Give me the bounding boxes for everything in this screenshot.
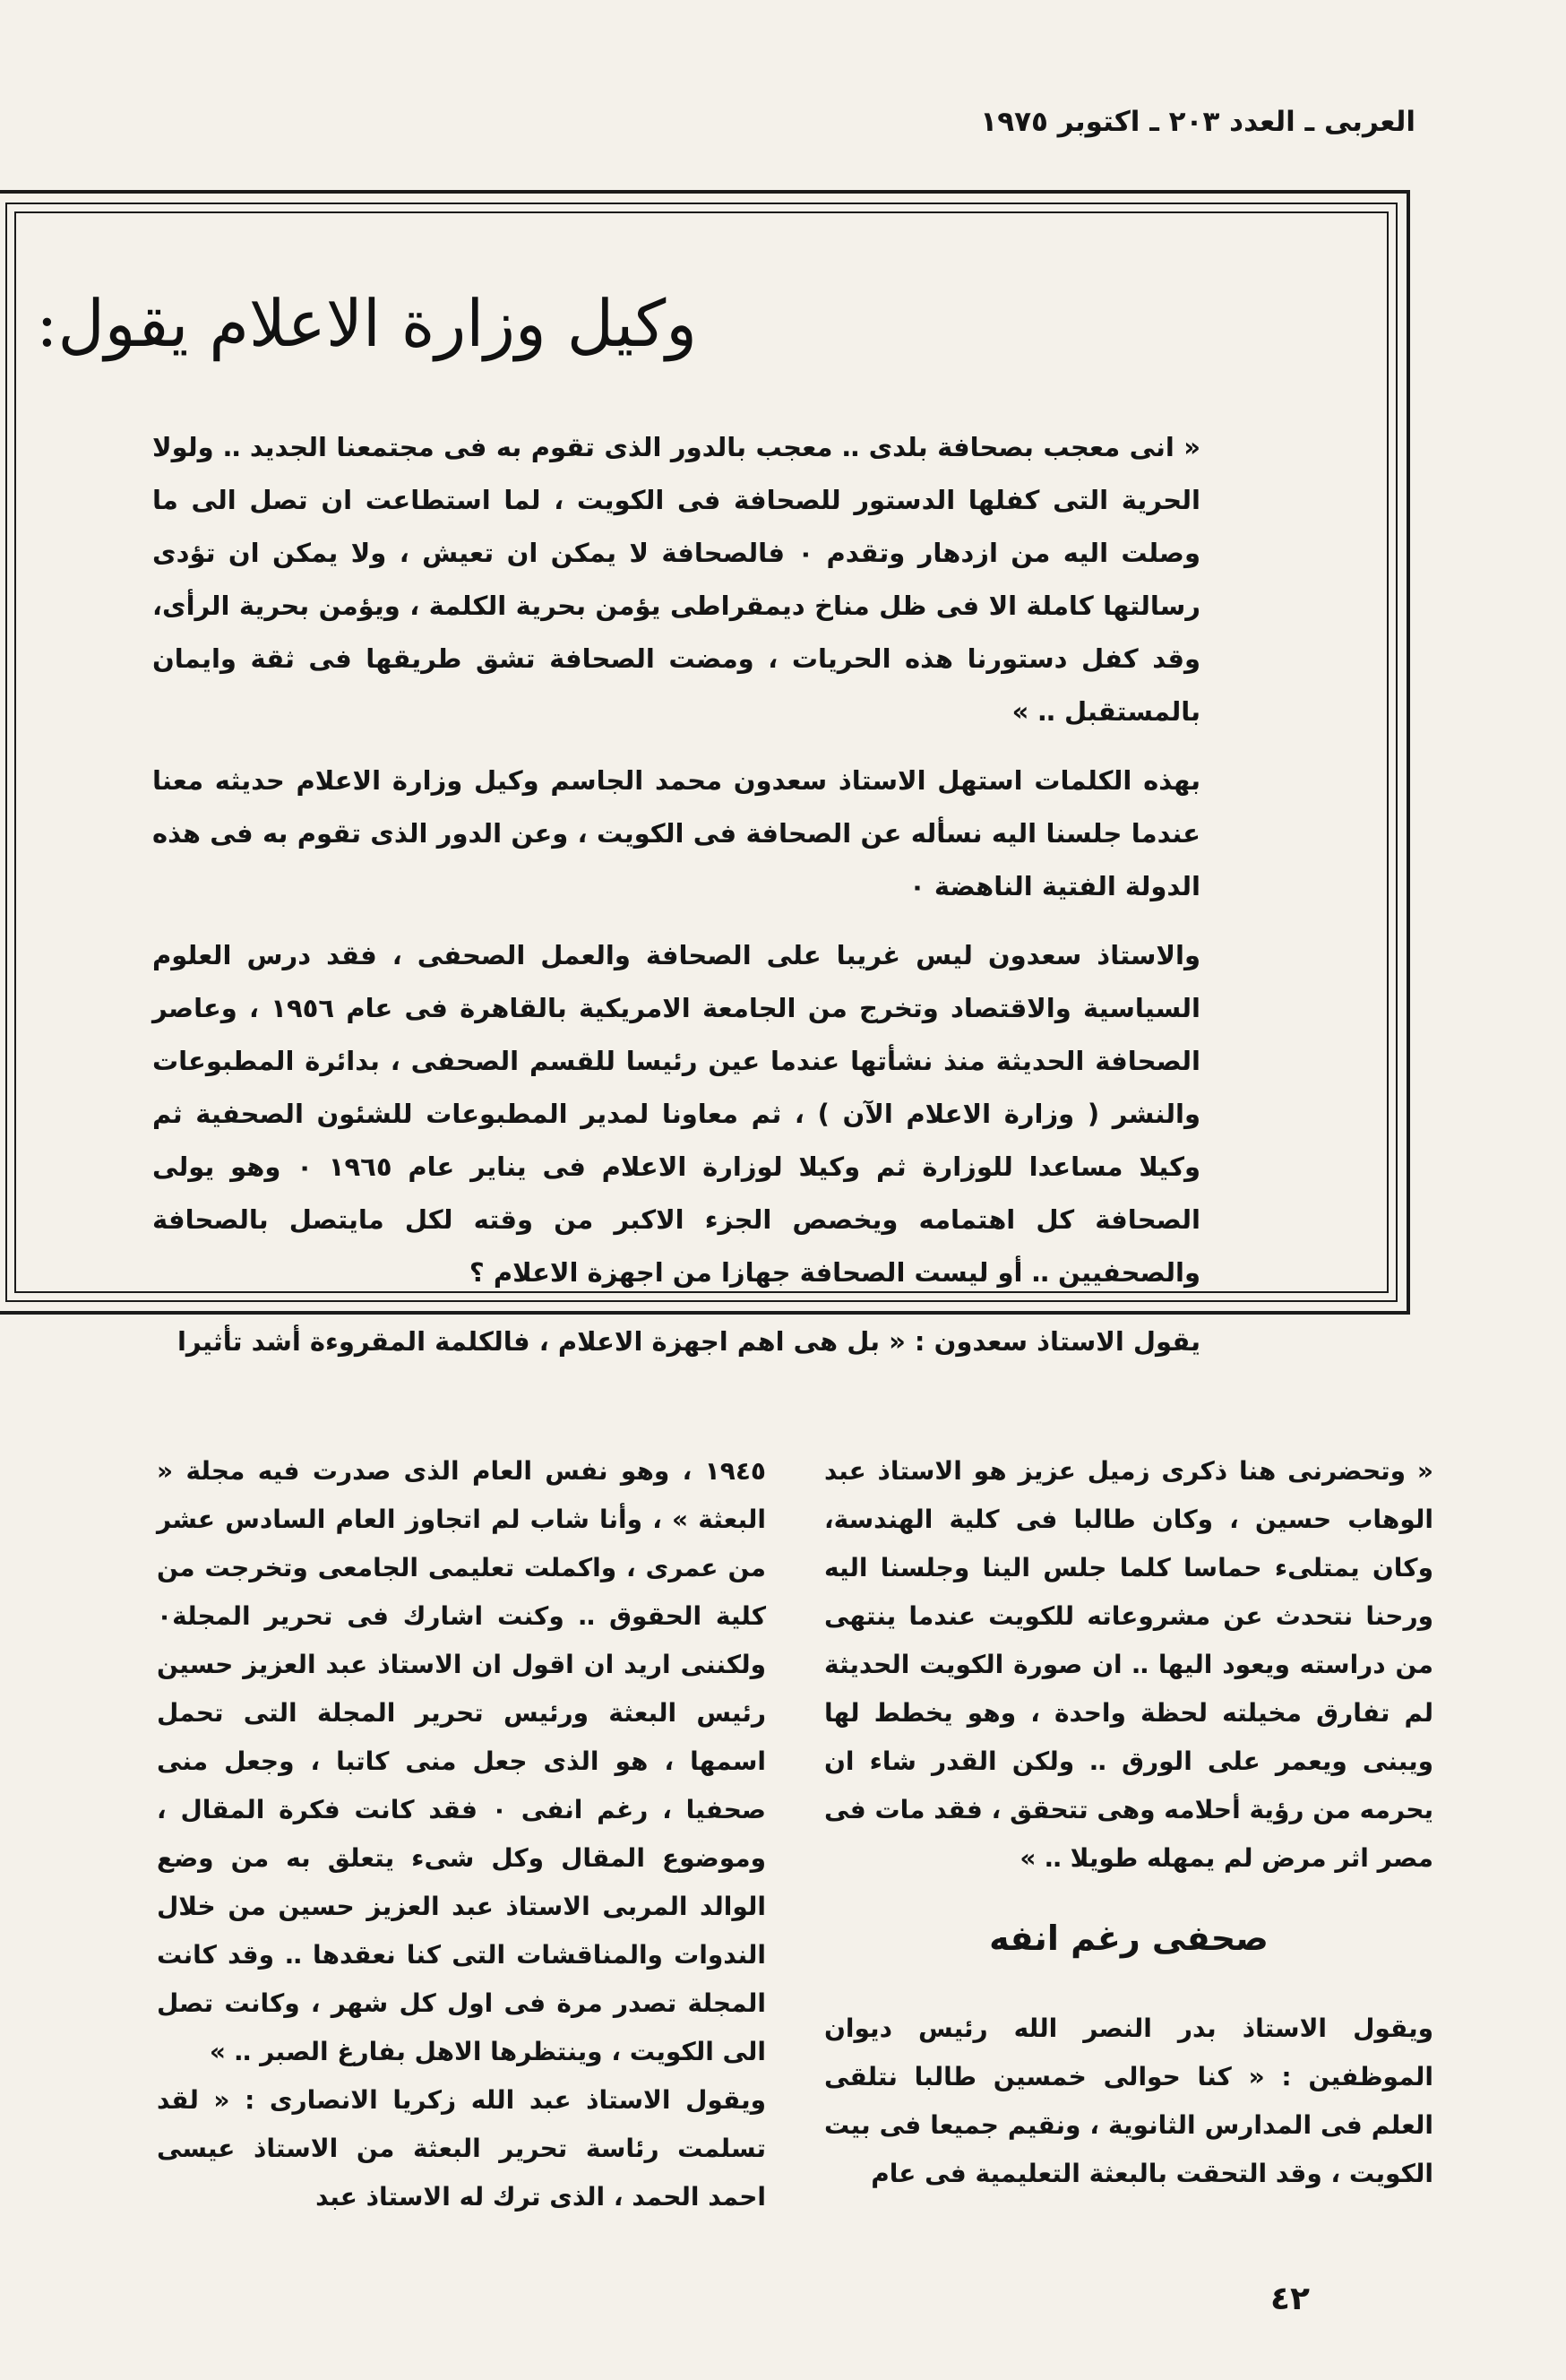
lead-paragraph: والاستاذ سعدون ليس غريبا على الصحافة والعمل الصحفى ، فقد درس العلوم السياسية والاقتصاد وتخرج من الجامعة الامريكية بالقاهرة فى عام ١٩٥٦ ، وعاصر الصحافة الحديثة منذ نشأتها عندما عين رئيسا للقسم الصحفى ، بدائرة المطبوعات والنشر ( وزارة الاعلام الآن ) ، ثم معاونا لمدير المطبوعات للشئون الصحفية ثم وكيلا مساعدا للوزارة ثم وكيلا لوزارة الاعلام فى يناير عام ١٩٦٥ ٠ وهو يولى الصحافة كل اهتمامه ويخصص الجزء الاكبر من وقته لكل مايتصل بالصحافة والصحفيين ‥ أو ليست الصحافة جهازا من اجهزة الاعلام ؟ <box>152 940 1200 1288</box>
page-number: ٤٢ <box>1270 2281 1310 2317</box>
column-right <box>824 1447 1433 2221</box>
column-paragraph: ويقول الاستاذ بدر النصر الله رئيس ديوان الموظفين : « كنا حوالى خمسين طالبا نتلقى العلم فى المدارس الثانوية ، ونقيم جميعا فى بيت الكويت ، وقد التحقت بالبعثة التعليمية فى عام <box>824 2013 1433 2188</box>
section-subheading: صحفى رغم انفه <box>989 1919 1269 1958</box>
column-paragraph: ويقول الاستاذ عبد الله زكريا الانصارى : « لقد تسلمت رئاسة تحرير البعثة من الاستاذ عيسى احمد الحمد ، الذى ترك له الاستاذ عبد <box>157 2085 766 2212</box>
lead-paragraph: يقول الاستاذ سعدون : « بل هى اهم اجهزة الاعلام ، فالكلمة المقروءة أشد تأثيرا <box>176 1326 1200 1357</box>
lead-paragraph: بهذه الكلمات استهل الاستاذ سعدون محمد الجاسم وكيل وزارة الاعلام حديثه معنا عندما جلسنا اليه نسأله عن الصحافة فى الكويت ، وعن الدور الذى تقوم به فى هذه الدولة الفتية الناهضة ٠ <box>152 765 1200 901</box>
column-paragraph: « وتحضرنى هنا ذكرى زميل عزيز هو الاستاذ عبد الوهاب حسين ، وكان طالبا فى كلية الهندسة، وكان يمتلىء حماسا كلما جلس الينا وجلسنا اليه ورحنا نتحدث عن مشروعاته للكويت عندما ينتهى من دراسته ويعود اليها ‥ ان صورة الكويت الحديثة لم تفارق مخيلته لحظة واحدة ، وهو يخطط لها ويبنى ويعمر على الورق ‥ ولكن القدر شاء ان يحرمه من رؤية أحلامه وهى تتحقق ، فقد مات فى مصر اثر مرض لم يمهله طويلا ‥ » <box>824 1456 1433 1873</box>
lead-paragraph: « انى معجب بصحافة بلدى ‥ معجب بالدور الذى تقوم به فى مجتمعنا الجديد ‥ ولولا الحرية التى كفلها الدستور للصحافة فى الكويت ، لما استطاعت ان تصل الى ما وصلت اليه من ازدهار وتقدم ٠ فالصحافة لا يمكن ان تعيش ، ولا يمكن ان تؤدى رسالتها كاملة الا فى ظل مناخ ديمقراطى يؤمن بحرية الكلمة ، ويؤمن بحرية الرأى، وقد كفل دستورنا هذه الحريات ، ومضت الصحافة تشق طريقها فى ثقة وايمان بالمستقبل ‥ » <box>152 432 1200 727</box>
column-left <box>157 1447 766 2221</box>
article-headline: وكيل وزارة الاعلام يقول: <box>36 286 697 361</box>
body-columns <box>157 1447 1433 2221</box>
article-lead <box>152 421 1200 1384</box>
column-paragraph: ١٩٤٥ ، وهو نفس العام الذى صدرت فيه مجلة « البعثة » ، وأنا شاب لم اتجاوز العام السادس عشر من عمرى ، واكملت تعليمى الجامعى وتخرجت من كلية الحقوق ‥ وكنت اشارك فى تحرير المجلة٠ ولكننى اريد ان اقول ان الاستاذ عبد العزيز حسين رئيس البعثة ورئيس تحرير المجلة التى تحمل اسمها ، هو الذى جعل منى كاتبا ، وجعل منى صحفيا ، رغم انفى ٠ فقد كانت فكرة المقال ، وموضوع المقال وكل شىء يتعلق به من وضع الوالد المربى الاستاذ عبد العزيز حسين من خلال الندوات والمناقشات التى كنا نعقدها ‥ وقد كانت المجلة تصدر مرة فى اول كل شهر ، وكانت تصل الى الكويت ، وينتظرها الاهل بفارغ الصبر ‥ » <box>157 1456 766 2066</box>
running-head: العربى ـ العدد ٢٠٣ ـ اكتوبر ١٩٧٥ <box>980 106 1415 138</box>
